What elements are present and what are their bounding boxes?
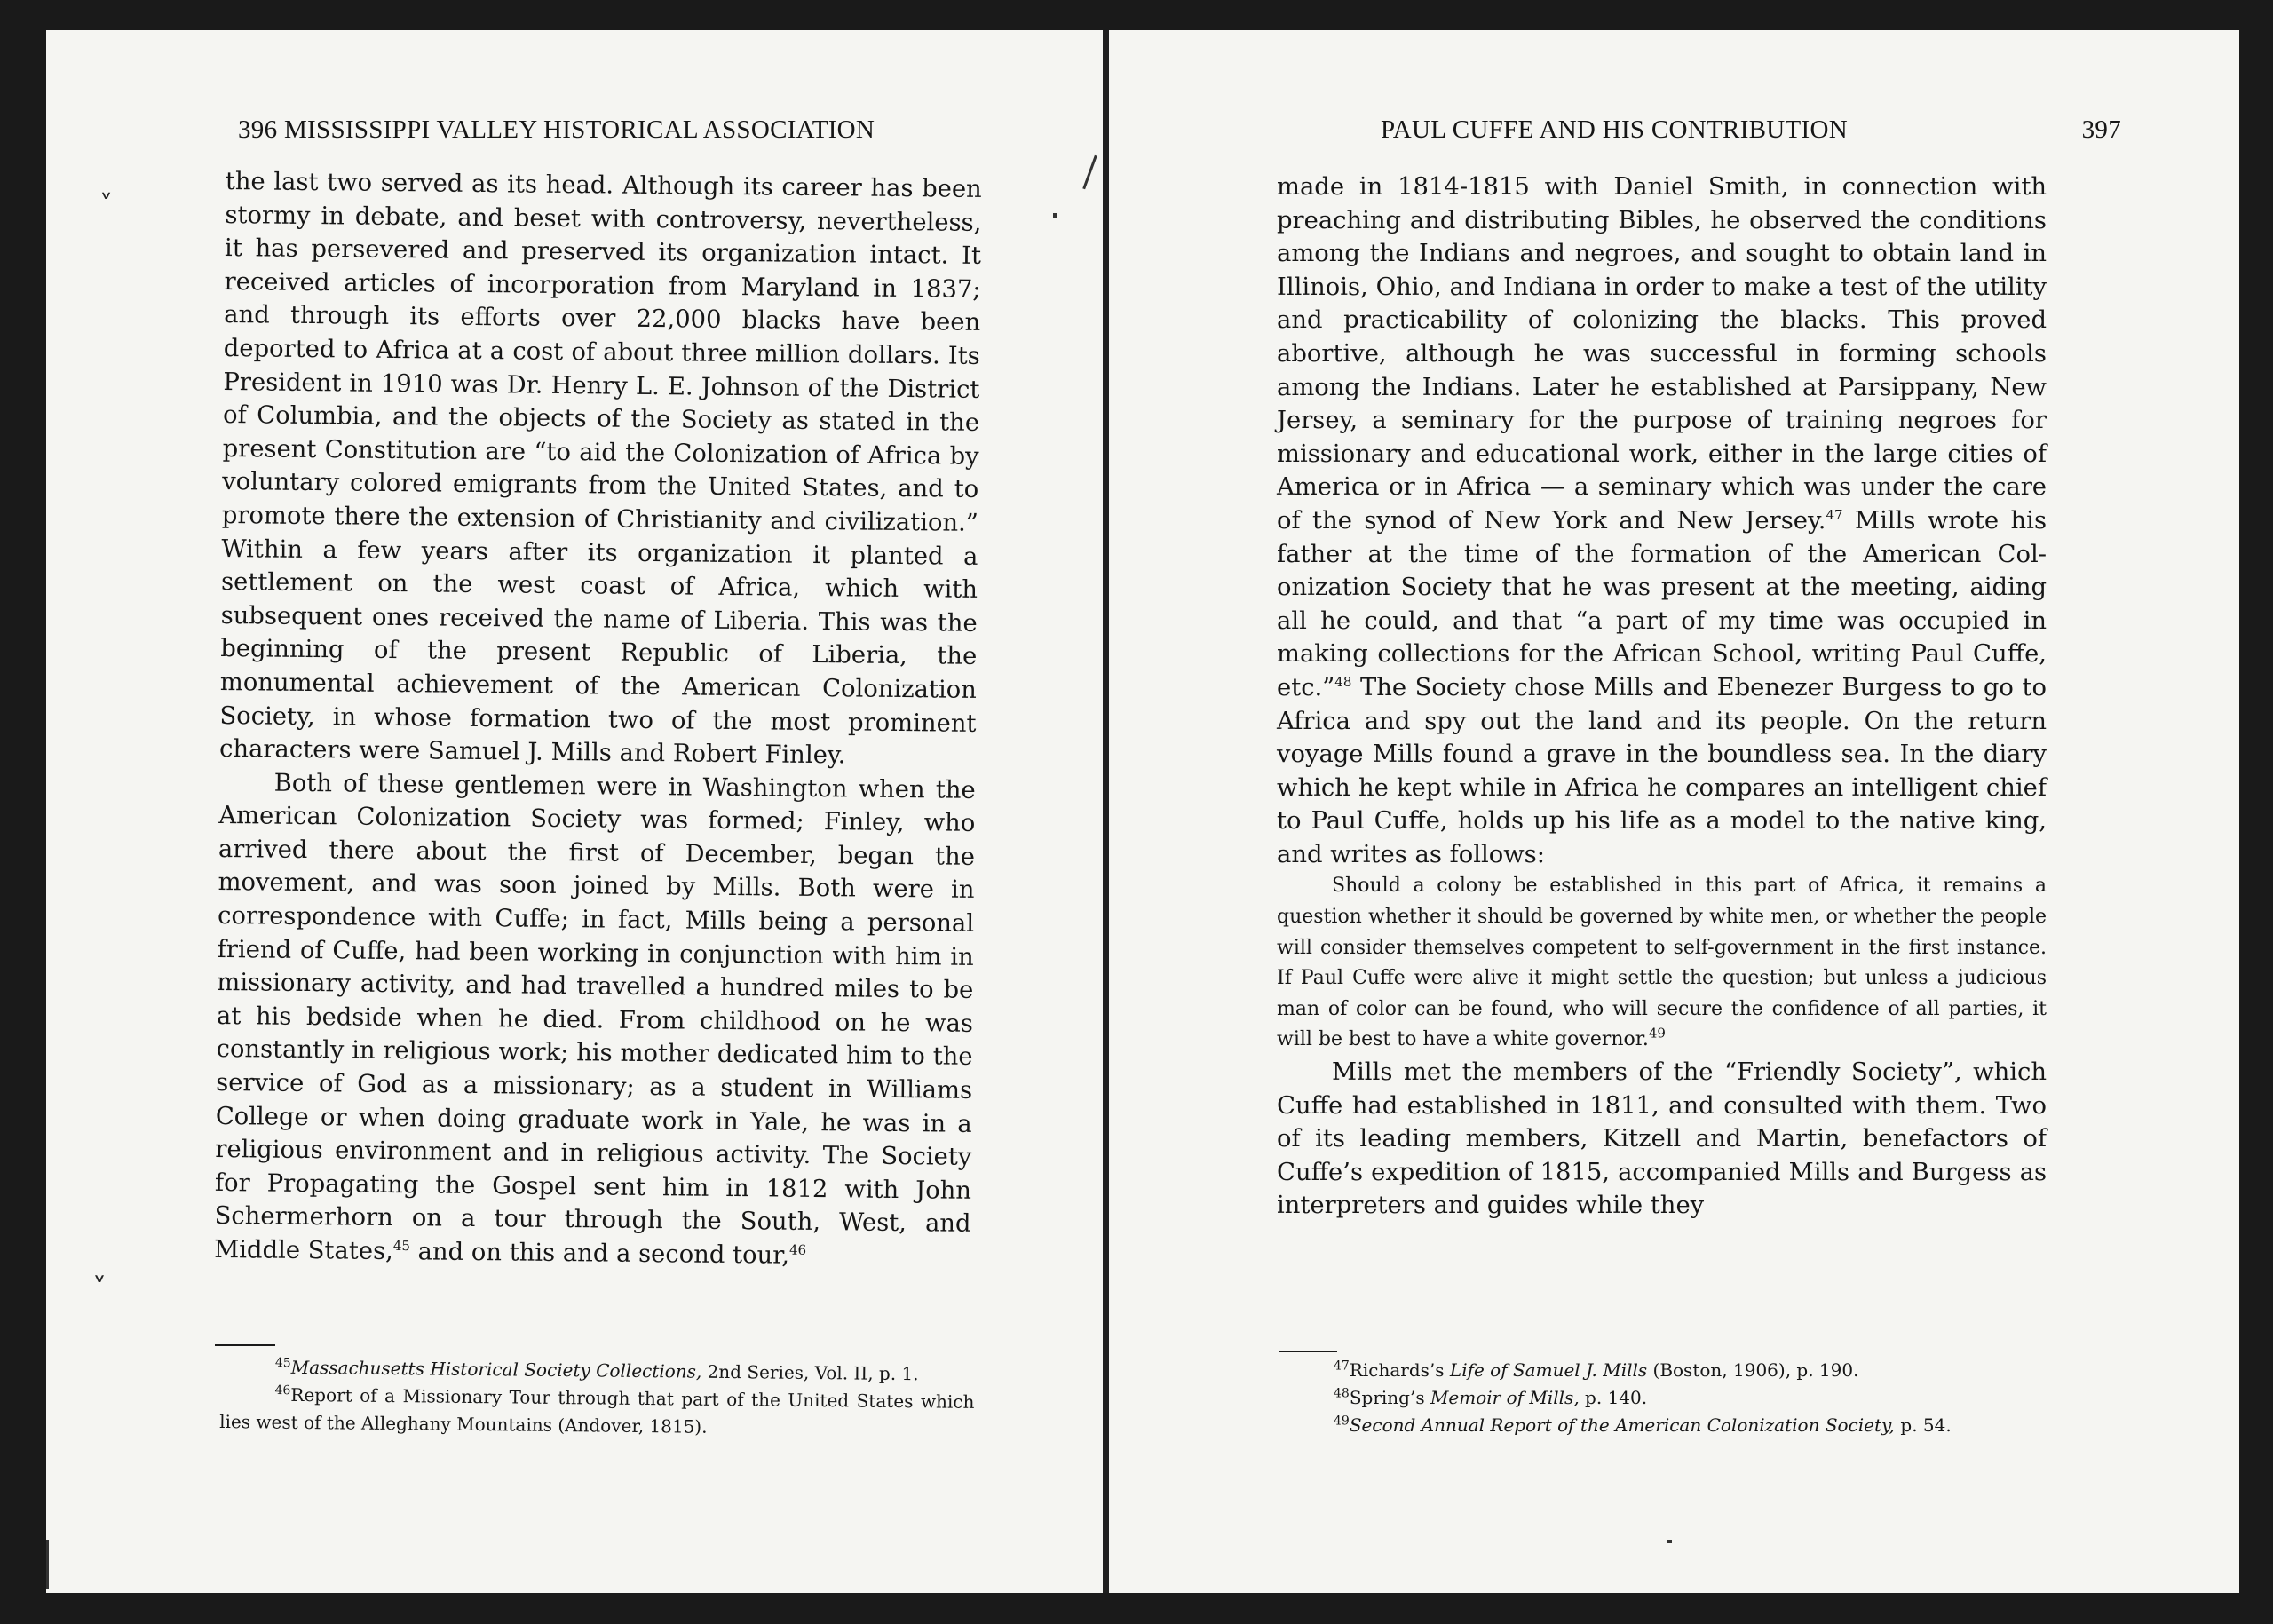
footnote-number: 45 [274,1355,291,1371]
left-body-text [214,165,982,1274]
right-page-number: 397 [2081,115,2121,144]
italic-text: Second Annual Report of the American Colonization Society, [1349,1414,1896,1436]
footnote: $^{47}$Richards’s Life of Samuel J. Mills (Boston, 1906), p. 190. [1334,1359,1859,1381]
right-running-head [1381,115,2121,145]
right-footnote-rule [1279,1351,1337,1352]
left-footnotes [219,1353,975,1444]
footnote: $^{48}$Spring’s Memoir of Mills, p. 140. [1334,1386,1648,1408]
right-body-text [1277,170,2047,1223]
footnote-number: 47 [1334,1359,1350,1374]
footnote: $^{45}$Massachusetts Historical Society Collections, 2nd Series, Vol. II, p. 1. [274,1355,919,1385]
margin-mark: ˅ [92,1271,107,1305]
footnote-number: 48 [1334,1386,1350,1401]
footnote-reference: 45 [392,1237,411,1255]
left-running-head [238,115,982,145]
italic-text: Memoir of Mills, [1430,1387,1580,1408]
footnote: $^{46}$Report of a Missionary Tour through that part of the United States which lies west of the Alleghany Mountains (Andover, 1815). [219,1382,975,1438]
body-paragraph: Both of these gentlemen were in Washington when the American Colonization Society was formed; Finley, who arrived there about the first of December, began the movement, and was soon joined by Mills. Both were in correspondence with Cuffe; in fact, Mills being a personal friend of Cuffe, had been working in conjunction with him in missionary activity, and had travelled a hundred miles to be at his bedside when he died. From childhood on he was constantly in religious work; his mother dedicated him to the service of God as a missionary; as a student in Williams College or when doing graduate work in Yale, he was in a religious environment and in religious activity. The Society for Propagating the Gospel sent him in 1812 with John Schermerhorn on a tour through the South, West, and Middle States,$^{45}$ and on this and a second tour,$^{46}$ [214,769,976,1270]
left-running-title: MISSISSIPPI VALLEY HISTORICAL ASSOCIATION [283,115,875,144]
right-footnotes [1279,1357,2042,1439]
page-gutter [1103,30,1109,1593]
left-footnote-rule [215,1344,275,1346]
right-running-title: PAUL CUFFE AND HIS CONTRIBUTION [1381,115,1848,144]
footnote-number: 46 [274,1382,291,1398]
italic-text: Massachusetts Historical Society Collections, [290,1356,702,1382]
footnote-reference: 46 [788,1241,807,1258]
footnote-reference: 48 [1334,673,1352,690]
scanned-book-spread [46,30,2239,1593]
scan-dot-mark [1667,1540,1672,1543]
right-page [1109,30,2239,1593]
italic-text: Life of Samuel J. Mills [1449,1359,1648,1381]
body-paragraph: the last two served as its head. Although its career has been stormy in debate, and beset with controversy, nevertheless, it has persevered and preserved its organization intact. It received articles of incorporation from Maryland in 1837; and through its efforts over 22,000 blacks have been deported to Africa at a cost of about three million dollars. Its President in 1910 was Dr. Henry L. E. Johnson of the District of Columbia, and the objects of the Society as stated in the present Constitution are “to aid the Colonization of Africa by voluntary colored emigrants from the United States, and to promote there the extension of Christianity and civilization.” Within a few years after its organization it planted a settlement on the west coast of Africa, which with subsequent ones received the name of Liberia. This was the beginning of the present Republic of Liberia, the monumental achievement of the American Colonization Society, in whose formation two of the most prominent characters were Samuel J. Mills and Robert Finley. [218,167,982,770]
body-paragraph: made in 1814-1815 with Daniel Smith, in connection with preaching and distributing Bibles, he observed the conditions among the Indians and negroes, and sought to obtain land in Illinois, Ohio, and Indiana in order to make a test of the utility and practicability of colonizing the blacks. This proved abortive, although he was successful in forming schools among the Indians. Later he established at Parsippany, New Jersey, a seminary for the purpose of training negroes for missionary and educational work, either in the large cities of America or in Africa — a seminary which was under the care of the synod of New York and New Jersey.$^{47}$ Mills wrote his father at the time of the formation of the American Colonization Society that he was present at the meeting, aiding all he could, and that “a part of my time was occupied in making collections for the African School, writing Paul Cuffe, etc.”$^{48}$ The Society chose Mills and Ebenezer Burgess to go to Africa and spy out the land and its people. On the return voyage Mills found a grave in the boundless sea. In the diary which he kept while in Africa he compares an intelligent chief to Paul Cuffe, holds up his life as a model to the native king, and writes as follows: [1277,173,2047,868]
footnote-reference: 49 [1648,1026,1666,1042]
left-page [46,30,1103,1593]
left-page-number: 396 [238,115,278,144]
scan-dot-mark [1053,213,1057,218]
body-paragraph: Mills met the members of the “Friendly Society”, which Cuffe had established in 1811, and consulted with them. Two of its leading members, Kitzell and Martin, benefactors of Cuffe’s expedition of 1815, accompanied Mills and Burgess as interpreters and guides while they [1277,1058,2047,1220]
scan-line-mark [46,1540,49,1589]
margin-mark: ˅ [99,190,113,221]
footnote-reference: 47 [1826,506,1843,523]
block-quotation: Should a colony be established in this part of Africa, it remains a question whether it should be governed by white men, or whether the people will consider themselves competent to self-government in the first instance. If Paul Cuffe were alive it might settle the question; but unless a judicious man of color can be found, who will secure the confidence of all parties, it will be best to have a white governor.$^{49}$ [1277,875,2047,1051]
footnote-number: 49 [1334,1414,1350,1429]
footnote: $^{49}$Second Annual Report of the American Colonization Society, p. 54. [1334,1414,1952,1436]
